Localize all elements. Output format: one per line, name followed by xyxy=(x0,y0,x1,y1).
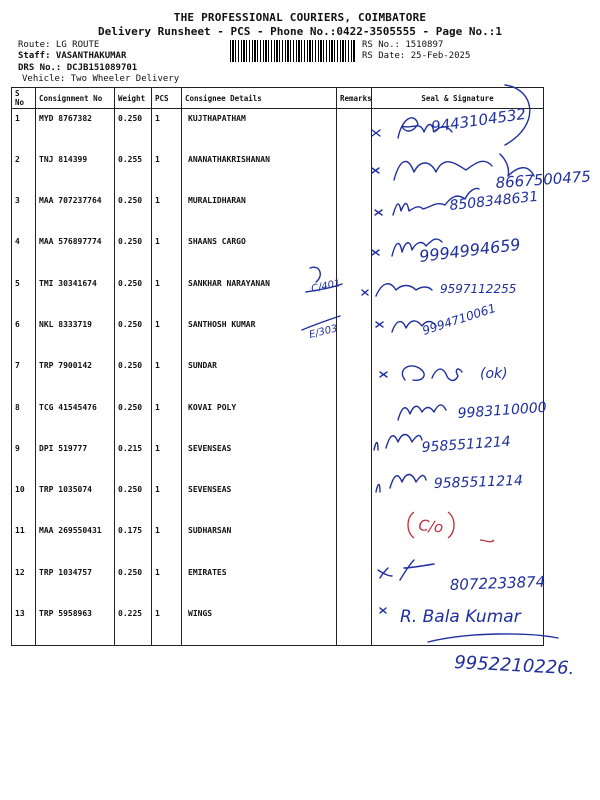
signature-cell xyxy=(372,274,544,315)
weight-cell: 0.250 xyxy=(115,232,152,273)
s-no-cell: 1 xyxy=(12,109,36,150)
signature-cell xyxy=(372,109,544,150)
signature-cell xyxy=(372,604,544,645)
consignee-cell: SHAANS CARGO xyxy=(182,232,337,273)
signature-cell xyxy=(372,398,544,439)
remarks-cell xyxy=(337,563,372,604)
table-row xyxy=(12,232,544,273)
consignment-no-cell: TRP 7900142 xyxy=(36,356,115,397)
consignee-cell: SEVENSEAS xyxy=(182,480,337,521)
phone-row-13: 9952210226. xyxy=(453,652,575,680)
remarks-cell xyxy=(337,604,372,645)
header-consignment: Consignment No xyxy=(36,88,115,109)
signature-cell xyxy=(372,232,544,273)
consignment-no-cell: MAA 707237764 xyxy=(36,191,115,232)
signature-cell xyxy=(372,150,544,191)
phone-row-1: 9443104532 xyxy=(430,104,528,136)
phone-row-4: 9994994659 xyxy=(418,234,522,266)
s-no-cell: 12 xyxy=(12,563,36,604)
pcs-cell: 1 xyxy=(152,439,182,480)
s-no-cell: 4 xyxy=(12,232,36,273)
weight-cell: 0.255 xyxy=(115,150,152,191)
weight-cell: 0.250 xyxy=(115,398,152,439)
table-row xyxy=(12,274,544,315)
phone-row-3: 8508348631 xyxy=(448,188,540,214)
remarks-cell xyxy=(337,274,372,315)
pcs-cell: 1 xyxy=(152,274,182,315)
consignee-cell: EMIRATES xyxy=(182,563,337,604)
table-row xyxy=(12,109,544,150)
staff-label: Staff: VASANTHAKUMAR xyxy=(18,51,127,61)
pcs-cell: 1 xyxy=(152,109,182,150)
signature-cell xyxy=(372,356,544,397)
phone-row-2: 8667500475 xyxy=(495,167,592,192)
note-row-7: (ok) xyxy=(480,366,508,382)
rs-date: RS Date: 25-Feb-2025 xyxy=(362,51,471,61)
remark-row-5: C/401 xyxy=(310,278,342,295)
weight-cell: 0.175 xyxy=(115,521,152,562)
s-no-cell: 2 xyxy=(12,150,36,191)
pcs-cell: 1 xyxy=(152,563,182,604)
s-no-cell: 8 xyxy=(12,398,36,439)
consignment-no-cell: MAA 576897774 xyxy=(36,232,115,273)
weight-cell: 0.215 xyxy=(115,439,152,480)
s-no-cell: 11 xyxy=(12,521,36,562)
table-row xyxy=(12,356,544,397)
pcs-cell: 1 xyxy=(152,480,182,521)
remarks-cell xyxy=(337,150,372,191)
weight-cell: 0.250 xyxy=(115,109,152,150)
signature-cell xyxy=(372,521,544,562)
weight-cell: 0.250 xyxy=(115,315,152,356)
remarks-cell xyxy=(337,315,372,356)
consignee-cell: SANTHOSH KUMAR xyxy=(182,315,337,356)
rs-number: RS No.: 1510897 xyxy=(362,40,444,50)
pcs-cell: 1 xyxy=(152,604,182,645)
runsheet-subtitle: Delivery Runsheet - PCS - Phone No.:0422-3505555 - Page No.:1 xyxy=(98,25,502,38)
remarks-cell xyxy=(337,521,372,562)
remarks-cell xyxy=(337,109,372,150)
consignee-cell: MURALIDHARAN xyxy=(182,191,337,232)
weight-cell: 0.250 xyxy=(115,356,152,397)
consignee-cell: WINGS xyxy=(182,604,337,645)
route-label: Route: LG ROUTE xyxy=(18,40,100,50)
consignee-cell: ANANATHAKRISHANAN xyxy=(182,150,337,191)
table-row xyxy=(12,398,544,439)
consignee-cell: KUJTHAPATHAM xyxy=(182,109,337,150)
table-row xyxy=(12,480,544,521)
phone-row-12: 8072233874 xyxy=(449,572,546,594)
consignment-no-cell: NKL 8333719 xyxy=(36,315,115,356)
header-sno: S No xyxy=(12,88,36,109)
consignment-no-cell: TRP 5958963 xyxy=(36,604,115,645)
s-no-cell: 5 xyxy=(12,274,36,315)
signature-cell xyxy=(372,563,544,604)
consignee-cell: SEVENSEAS xyxy=(182,439,337,480)
weight-cell: 0.250 xyxy=(115,563,152,604)
consignment-no-cell: TMI 30341674 xyxy=(36,274,115,315)
weight-cell: 0.250 xyxy=(115,480,152,521)
pcs-cell: 1 xyxy=(152,191,182,232)
header-pcs: PCS xyxy=(152,88,182,109)
s-no-cell: 10 xyxy=(12,480,36,521)
phone-row-9: 9585511214 xyxy=(421,433,512,456)
consignee-cell: SUDHARSAN xyxy=(182,521,337,562)
table-row xyxy=(12,150,544,191)
consignment-no-cell: TRP 1034757 xyxy=(36,563,115,604)
phone-row-5: 9597112255 xyxy=(440,282,517,296)
remarks-cell xyxy=(337,356,372,397)
remarks-cell xyxy=(337,398,372,439)
header-weight: Weight xyxy=(115,88,152,109)
consignment-no-cell: MYD 8767382 xyxy=(36,109,115,150)
weight-cell: 0.250 xyxy=(115,274,152,315)
s-no-cell: 6 xyxy=(12,315,36,356)
phone-row-6: 9994710061 xyxy=(420,300,498,338)
table-row xyxy=(12,563,544,604)
pcs-cell: 1 xyxy=(152,356,182,397)
signature-cell xyxy=(372,315,544,356)
vehicle-label: Vehicle: Two Wheeler Delivery xyxy=(22,74,180,84)
s-no-cell: 9 xyxy=(12,439,36,480)
table-row xyxy=(12,604,544,645)
remarks-cell xyxy=(337,232,372,273)
phone-row-8: 9983110000 xyxy=(457,399,548,422)
remarks-cell xyxy=(337,439,372,480)
table-row xyxy=(12,315,544,356)
remark-row-6: E/303 xyxy=(308,323,339,341)
consignment-no-cell: MAA 269550431 xyxy=(36,521,115,562)
consignment-no-cell: TNJ 814399 xyxy=(36,150,115,191)
header-signature: Seal & Signature xyxy=(372,88,544,109)
weight-cell: 0.250 xyxy=(115,191,152,232)
note-row-11: C/o xyxy=(417,516,445,537)
consignment-no-cell: TCG 41545476 xyxy=(36,398,115,439)
pcs-cell: 1 xyxy=(152,398,182,439)
header-consignee: Consignee Details xyxy=(182,88,337,109)
weight-cell: 0.225 xyxy=(115,604,152,645)
remarks-cell xyxy=(337,480,372,521)
consignee-cell: KOVAI POLY xyxy=(182,398,337,439)
consignee-cell: SANKHAR NARAYANAN xyxy=(182,274,337,315)
consignment-no-cell: DPI 519777 xyxy=(36,439,115,480)
pcs-cell: 1 xyxy=(152,150,182,191)
header-remarks: Remarks xyxy=(337,88,372,109)
s-no-cell: 13 xyxy=(12,604,36,645)
table-row xyxy=(12,439,544,480)
phone-row-10: 9585511214 xyxy=(433,472,524,492)
company-title: THE PROFESSIONAL COURIERS, COIMBATORE xyxy=(173,11,427,24)
pcs-cell: 1 xyxy=(152,232,182,273)
signature-cell xyxy=(372,480,544,521)
barcode xyxy=(230,40,355,62)
table-row xyxy=(12,521,544,562)
remarks-cell xyxy=(337,191,372,232)
table-row xyxy=(12,191,544,232)
signer-name-row-13: R. Bala Kumar xyxy=(400,607,521,627)
s-no-cell: 3 xyxy=(12,191,36,232)
runsheet-table xyxy=(11,87,544,646)
s-no-cell: 7 xyxy=(12,356,36,397)
signature-cell xyxy=(372,188,544,232)
pcs-cell: 1 xyxy=(152,315,182,356)
pcs-cell: 1 xyxy=(152,521,182,562)
consignment-no-cell: TRP 1035074 xyxy=(36,480,115,521)
drs-number: DRS No.: DCJB151089701 xyxy=(18,63,138,73)
signature-cell xyxy=(372,439,544,480)
table-header-row xyxy=(12,88,544,109)
consignee-cell: SUNDAR xyxy=(182,356,337,397)
